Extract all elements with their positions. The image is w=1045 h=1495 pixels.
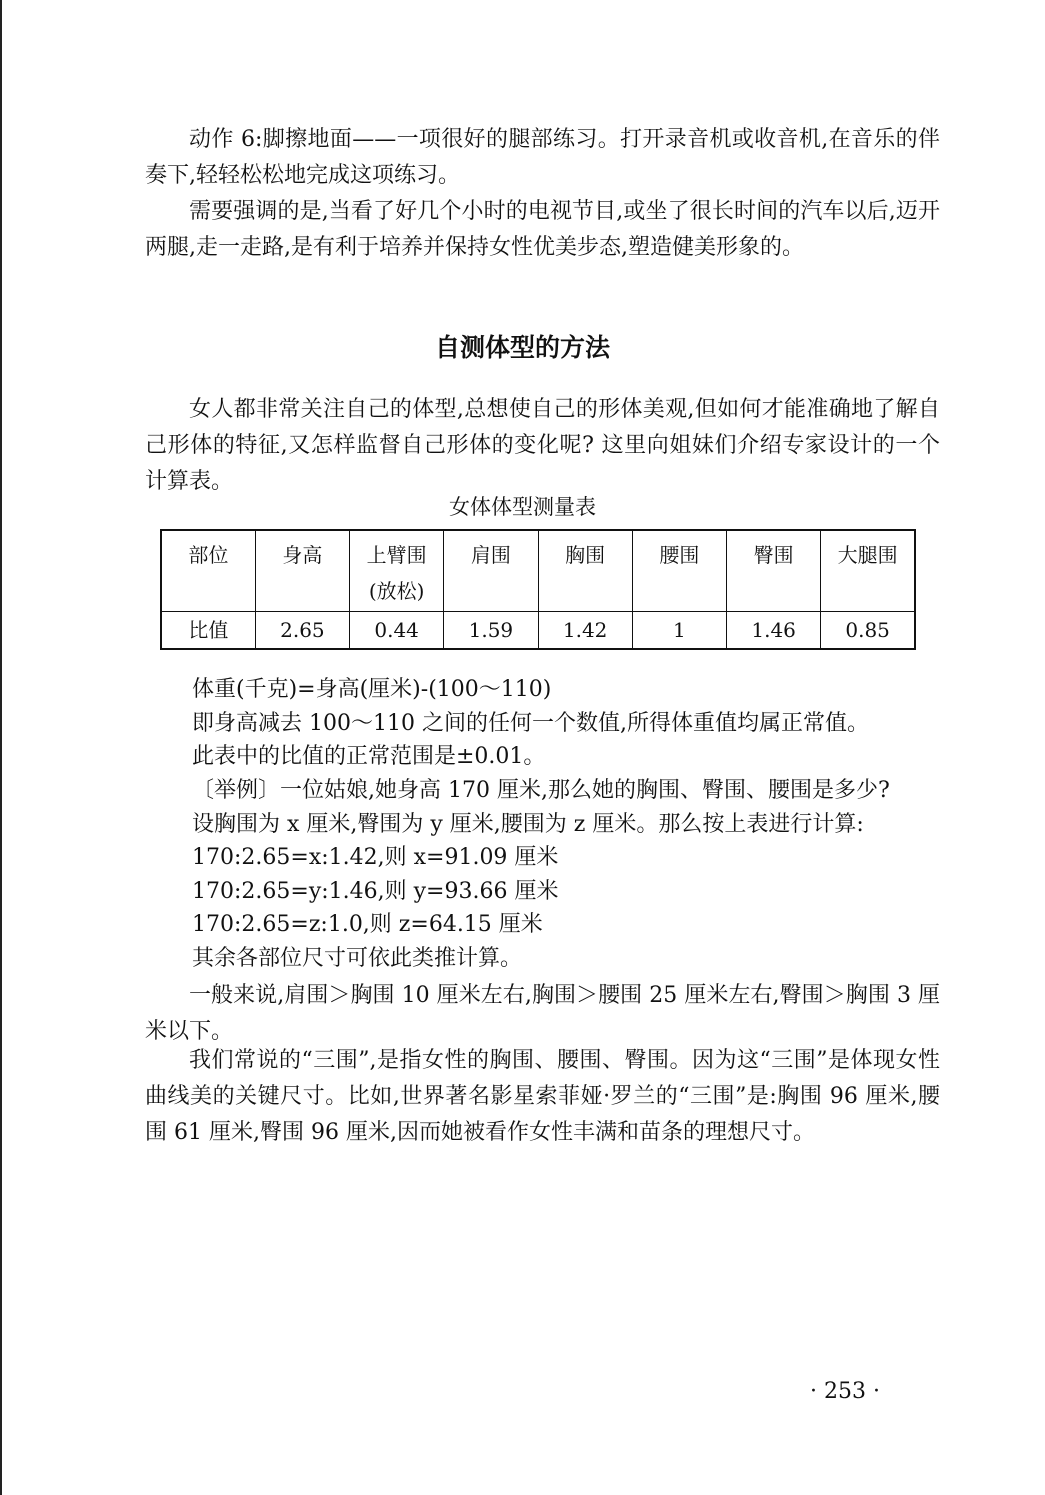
table-cell: 1.59 — [444, 612, 538, 650]
table-cell: 1 — [632, 612, 726, 650]
calc-remaining: 其余各部位尺寸可依此类推计算。 — [192, 946, 523, 971]
weight-formula: 体重(千克)=身高(厘米)-(100～110) — [192, 677, 552, 702]
table-header-note: (放松) — [368, 579, 425, 603]
table-header-cell — [350, 530, 444, 612]
calc-hip: 170:2.65=y:1.46,则 y=93.66 厘米 — [192, 879, 559, 904]
ratio-range: 此表中的比值的正常范围是±0.01。 — [192, 744, 546, 769]
table-row-label: 比值 — [161, 612, 255, 650]
example-setup: 设胸围为 x 厘米,臀围为 y 厘米,腰围为 z 厘米。那么按上表进行计算: — [192, 812, 864, 837]
table-header-cell: 腰围 — [632, 530, 726, 612]
table-header-cell: 肩围 — [444, 530, 538, 612]
page-number: · 253 · — [810, 1379, 880, 1404]
table-cell: 2.65 — [255, 612, 349, 650]
example-question: 〔举例〕一位姑娘,她身高 170 厘米,那么她的胸围、臀围、腰围是多少? — [192, 778, 890, 803]
paragraph-intro: 女人都非常关注自己的体型,总想使自己的形体美观,但如何才能准确地了解自己形体的特征,又怎样监督自己形体的变化呢? 这里向姐妹们介绍专家设计的一个计算表。 — [145, 397, 940, 494]
table-header-cell: 大腿围 — [821, 530, 915, 612]
paragraph-general-rule: 一般来说,肩围＞胸围 10 厘米左右,胸围＞腰围 25 厘米左右,臀围＞胸围 3 厘米以下。 — [145, 983, 940, 1044]
section-title: 自测体型的方法 — [434, 333, 610, 362]
calc-waist: 170:2.65=z:1.0,则 z=64.15 厘米 — [192, 912, 543, 937]
table-header-cell: 部位 — [161, 530, 255, 612]
table-cell: 1.42 — [538, 612, 632, 650]
table-header-cell: 胸围 — [538, 530, 632, 612]
table-cell: 0.85 — [821, 612, 915, 650]
table-row — [161, 612, 915, 650]
calc-bust: 170:2.65=x:1.42,则 x=91.09 厘米 — [192, 845, 559, 870]
table-header-label: 上臂围 — [366, 543, 427, 567]
measurement-table — [160, 529, 916, 650]
paragraph-exercise-6: 动作 6:脚擦地面——一项很好的腿部练习。打开录音机或收音机,在音乐的伴奏下,轻轻松松地完成这项练习。 — [145, 127, 940, 188]
table-cell: 1.46 — [727, 612, 821, 650]
page-edge — [0, 0, 2, 1495]
table-header-row — [161, 530, 915, 612]
table-cell: 0.44 — [350, 612, 444, 650]
table-header-cell: 身高 — [255, 530, 349, 612]
table-caption: 女体体型测量表 — [449, 495, 596, 519]
table-header-cell: 臀围 — [727, 530, 821, 612]
formula-explanation: 即身高减去 100～110 之间的任何一个数值,所得体重值均属正常值。 — [192, 711, 869, 736]
paragraph-emphasis: 需要强调的是,当看了好几个小时的电视节目,或坐了很长时间的汽车以后,迈开两腿,走一走路,是有利于培养并保持女性优美步态,塑造健美形象的。 — [145, 199, 940, 260]
paragraph-three-measurements: 我们常说的“三围”,是指女性的胸围、腰围、臀围。因为这“三围”是体现女性曲线美的关键尺寸。比如,世界著名影星索菲娅·罗兰的“三围”是:胸围 96 厘米,腰围 61 厘米,臀围 96 厘米,因而她被看作女性丰满和苗条的理想尺寸。 — [145, 1048, 940, 1145]
